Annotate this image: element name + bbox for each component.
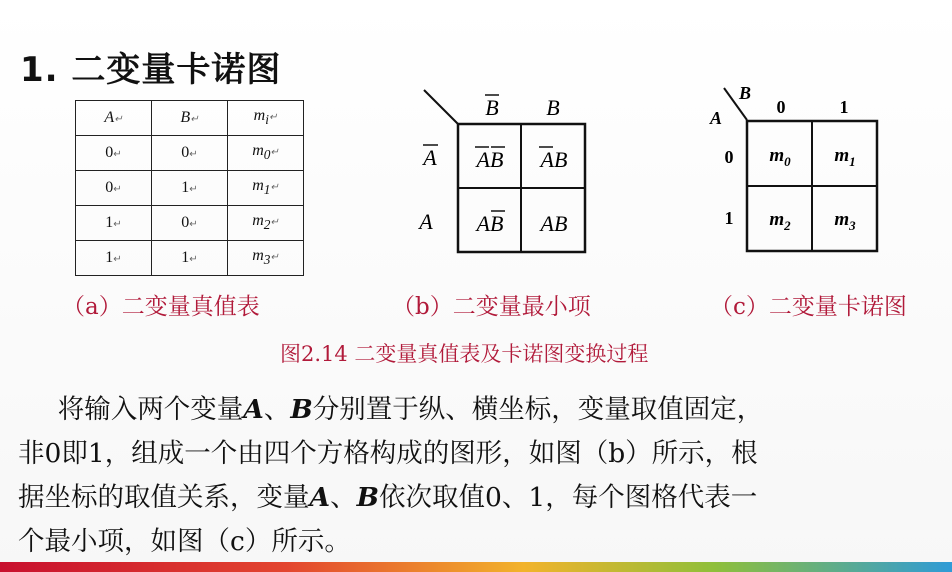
caption-c: （c）二变量卡诺图 xyxy=(710,294,907,320)
corner-var-a: A xyxy=(709,108,723,128)
decorative-bottom-bar xyxy=(0,562,952,572)
cell-m: $m_1↵$ xyxy=(228,171,304,206)
cell-b: 1↵ xyxy=(152,171,228,206)
row-label-0: 0 xyxy=(724,147,734,167)
cell-b: 0↵ xyxy=(152,136,228,171)
caption-b: （b）二变量最小项 xyxy=(392,294,591,320)
cell-m: $m_2↵$ xyxy=(228,206,304,241)
cell-a: 0↵ xyxy=(76,171,152,206)
cell-m3: $m_3$ xyxy=(834,209,856,233)
cell-b: 1↵ xyxy=(152,241,228,276)
paragraph-line: 据坐标的取值关系，变量A、B依次取值0、1，每个图格代表一 xyxy=(18,482,758,513)
header-b: B↵ xyxy=(152,101,228,136)
cell-a: 1↵ xyxy=(76,206,152,241)
corner-diagonal xyxy=(424,90,458,124)
table-row xyxy=(76,206,304,241)
corner-var-b: B xyxy=(738,83,752,103)
body-paragraph xyxy=(18,388,948,564)
cell-m2: $m_2$ xyxy=(769,209,791,233)
row-label-a-bar: A xyxy=(423,145,437,170)
header-m: $m_i↵$ xyxy=(228,101,304,136)
table-row xyxy=(76,241,304,276)
col-label-0: 0 xyxy=(776,97,786,117)
caption-a: （a）二变量真值表 xyxy=(62,294,260,320)
slide-title: 1. 二变量卡诺图 xyxy=(20,50,282,90)
row-label-a: A xyxy=(419,209,433,234)
paragraph-line: 将输入两个变量A、B分别置于纵、横坐标，变量取值固定， xyxy=(57,394,764,425)
cell-a: 0↵ xyxy=(76,136,152,171)
paragraph-line: 非0即1，组成一个由四个方格构成的图形，如图（b）所示，根 xyxy=(18,438,758,469)
paragraph-line: 个最小项，如图（c）所示。 xyxy=(18,526,351,557)
row-label-1: 1 xyxy=(724,208,734,228)
cell-a-b: AB xyxy=(540,211,568,236)
table-row xyxy=(76,136,304,171)
table-row xyxy=(76,171,304,206)
cell-m: $m_3↵$ xyxy=(228,241,304,276)
truth-table xyxy=(75,100,304,276)
header-a: A↵ xyxy=(76,101,152,136)
cell-a-b-bar: AB xyxy=(476,211,504,236)
karnaugh-map xyxy=(700,80,890,260)
cell-a-bar-b: AB xyxy=(540,147,568,172)
figure-caption: 图2.14 二变量真值表及卡诺图变换过程 xyxy=(280,342,649,366)
col-label-b: B xyxy=(546,95,560,120)
cell-m0: $m_0$ xyxy=(769,145,791,169)
cell-m1: $m_1$ xyxy=(834,145,856,169)
cell-m: $m_0↵$ xyxy=(228,136,304,171)
minterm-map xyxy=(410,85,600,260)
table-header-row xyxy=(76,101,304,136)
cell-a: 1↵ xyxy=(76,241,152,276)
cell-a-bar-b-bar: AB xyxy=(476,147,504,172)
col-label-1: 1 xyxy=(839,97,849,117)
cell-b: 0↵ xyxy=(152,206,228,241)
col-label-b-bar: B xyxy=(485,95,499,120)
